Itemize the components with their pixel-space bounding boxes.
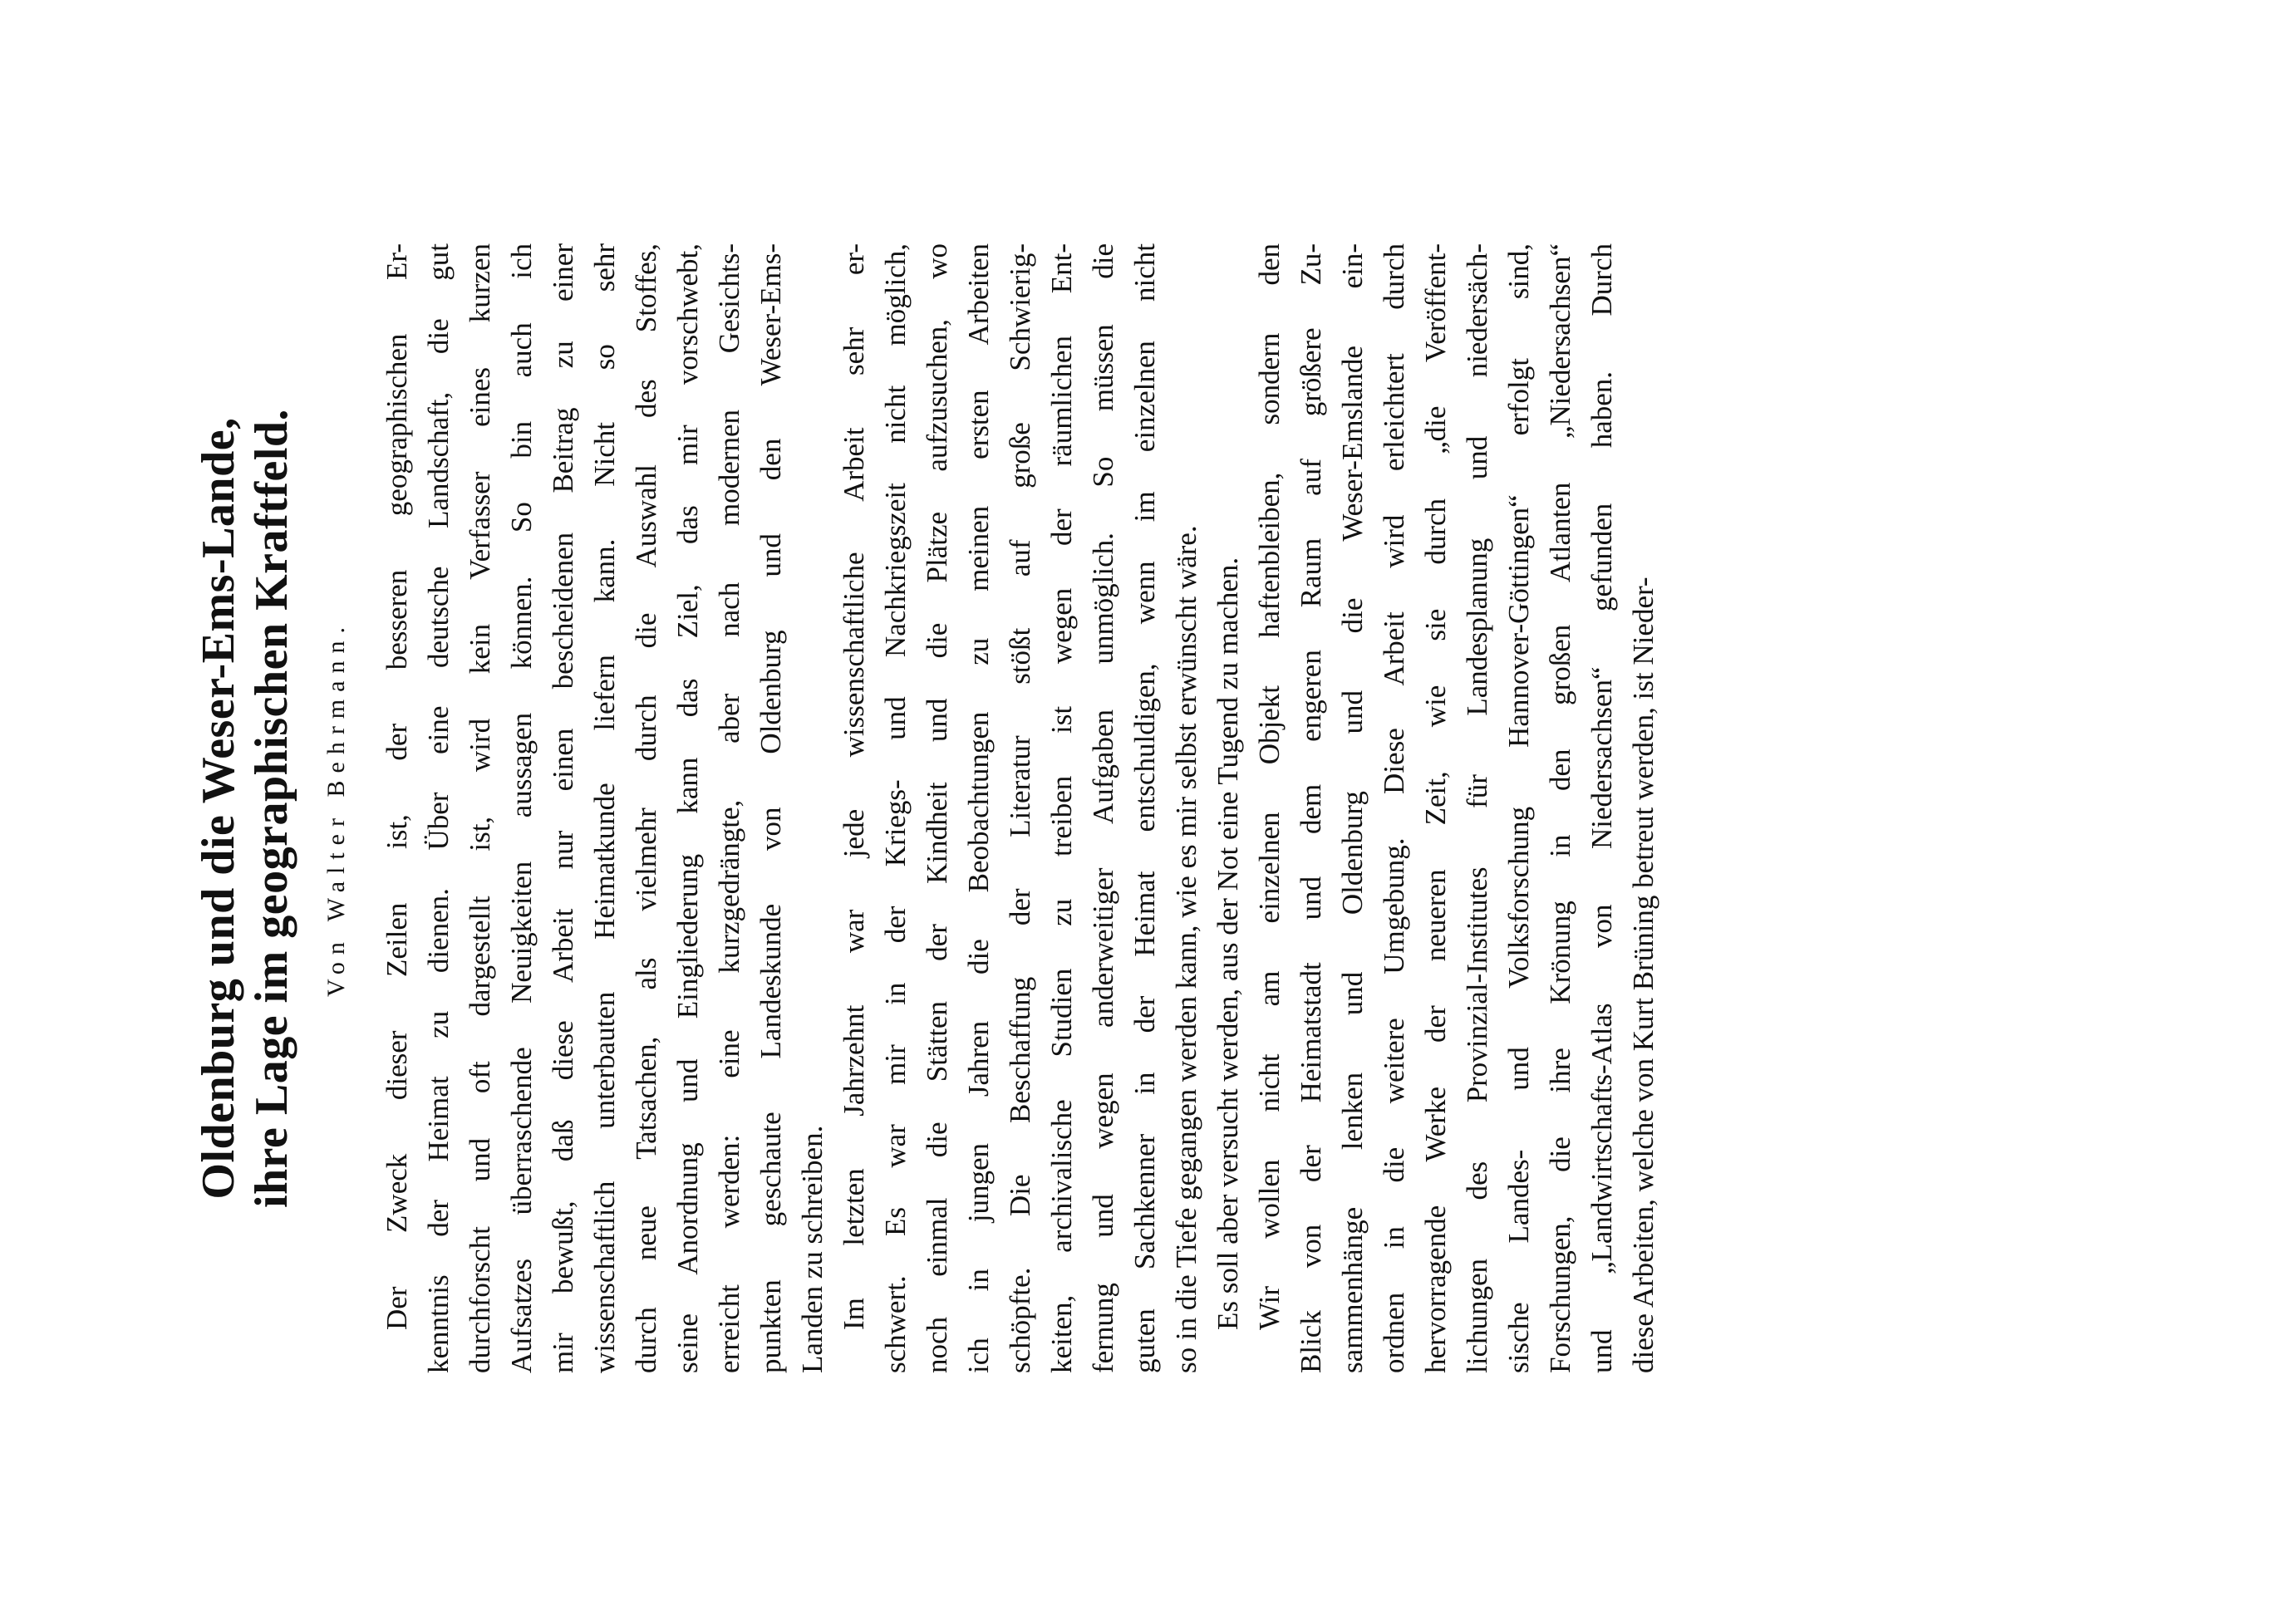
text-line: Der Zweck dieser Zeilen ist, der besseren geographischen Er- — [381, 243, 413, 1330]
text-line: sammenhänge lenken und Oldenburg und die Weser-Emslande ein- — [1336, 243, 1369, 1373]
paragraph — [833, 243, 1207, 1373]
text-line: keiten, archivalische Studien zu treiben ist wegen der räumlichen Ent- — [1045, 243, 1078, 1373]
text-line: guten Sachkenner in der Heimat entschuldigen, wenn im einzelnen nicht — [1128, 243, 1161, 1373]
text-line: noch einmal die Stätten der Kindheit und die Plätze aufzusuchen, wo — [921, 243, 953, 1373]
text-line: ich in jungen Jahren die Beobachtungen zu meinen ersten Arbeiten — [962, 243, 995, 1373]
text-line: erreicht werden: eine kurzgedrängte, aber nach modernen Gesichts- — [713, 243, 745, 1373]
text-line: diese Arbeiten, welche von Kurt Brüning betreut werden, ist Nieder- — [1627, 577, 1659, 1373]
title-line-2: ihre Lage im geographischen Kraftfeld. — [246, 408, 297, 1209]
text-line: durchforscht und oft dargestellt ist, wird kein Verfasser eines kurzen — [464, 243, 496, 1373]
text-line: schwert. Es war mir in der Kriegs- und Nachkriegszeit nicht möglich, — [879, 243, 912, 1373]
text-line: seine Anordnung und Eingliederung kann das Ziel, das mir vorschwebt, — [671, 243, 704, 1373]
author-byline: Von Walter Behrmann. — [322, 620, 350, 997]
text-line: so in die Tiefe gegangen werden kann, wie es mir selbst erwünscht wäre. — [1170, 525, 1202, 1373]
text-line: fernung und wegen anderweitiger Aufgaben unmöglich. So müssen die — [1087, 243, 1119, 1373]
text-line: und „Landwirtschafts-Atlas von Niedersachsen“ gefunden haben. Durch — [1586, 243, 1618, 1373]
text-line: Aufsatzes überraschende Neuigkeiten aussagen können. So bin auch ich — [505, 243, 538, 1373]
text-line: Wir wollen nicht am einzelnen Objekt haftenbleiben, sondern den — [1253, 243, 1286, 1330]
article-title — [192, 243, 298, 1373]
paragraph — [1207, 243, 1249, 1373]
text-line: Es soll aber versucht werden, aus der Not eine Tugend zu machen. — [1212, 557, 1244, 1330]
title-line-1: Oldenburg und die Weser-Ems-Lande, — [193, 417, 244, 1200]
text-line: lichungen des Provinzial-Institutes für Landesplanung und niedersäch- — [1461, 243, 1493, 1373]
text-line: ordnen in die weitere Umgebung. Diese Arbeit wird erleichtert durch — [1378, 243, 1410, 1373]
paragraph — [376, 243, 833, 1373]
text-line: Im letzten Jahrzehnt war jede wissenschaftliche Arbeit sehr er- — [838, 243, 870, 1330]
text-line: schöpfte. Die Beschaffung der Literatur stößt auf große Schwierig- — [1004, 243, 1036, 1373]
rotated-text-block — [192, 243, 1729, 1373]
text-line: wissenschaftlich unterbauten Heimatkunde liefern kann. Nicht so sehr — [588, 243, 621, 1373]
text-line: hervorragende Werke der neueren Zeit, wie sie durch „die Veröffent- — [1419, 243, 1452, 1373]
text-line: Blick von der Heimatstadt und dem engeren Raum auf größere Zu- — [1295, 243, 1327, 1373]
text-line: sische Landes- und Volksforschung Hannover-Göttingen“ erfolgt sind, — [1502, 243, 1535, 1373]
text-line: punkten geschaute Landeskunde von Oldenburg und den Weser-Ems- — [755, 243, 787, 1373]
paragraph — [1249, 243, 1664, 1373]
text-line: Forschungen, die ihre Krönung in den großen Atlanten „Niedersachsen“ — [1544, 243, 1576, 1373]
article-body — [376, 243, 1664, 1373]
text-line: durch neue Tatsachen, als vielmehr durch die Auswahl des Stoffes, — [630, 243, 662, 1373]
text-line: Landen zu schreiben. — [796, 1125, 828, 1373]
text-line: kenntnis der Heimat zu dienen. Über eine deutsche Landschaft, die gut — [422, 243, 455, 1373]
text-line: mir bewußt, daß diese Arbeit nur einen bescheidenen Beitrag zu einer — [547, 243, 579, 1373]
